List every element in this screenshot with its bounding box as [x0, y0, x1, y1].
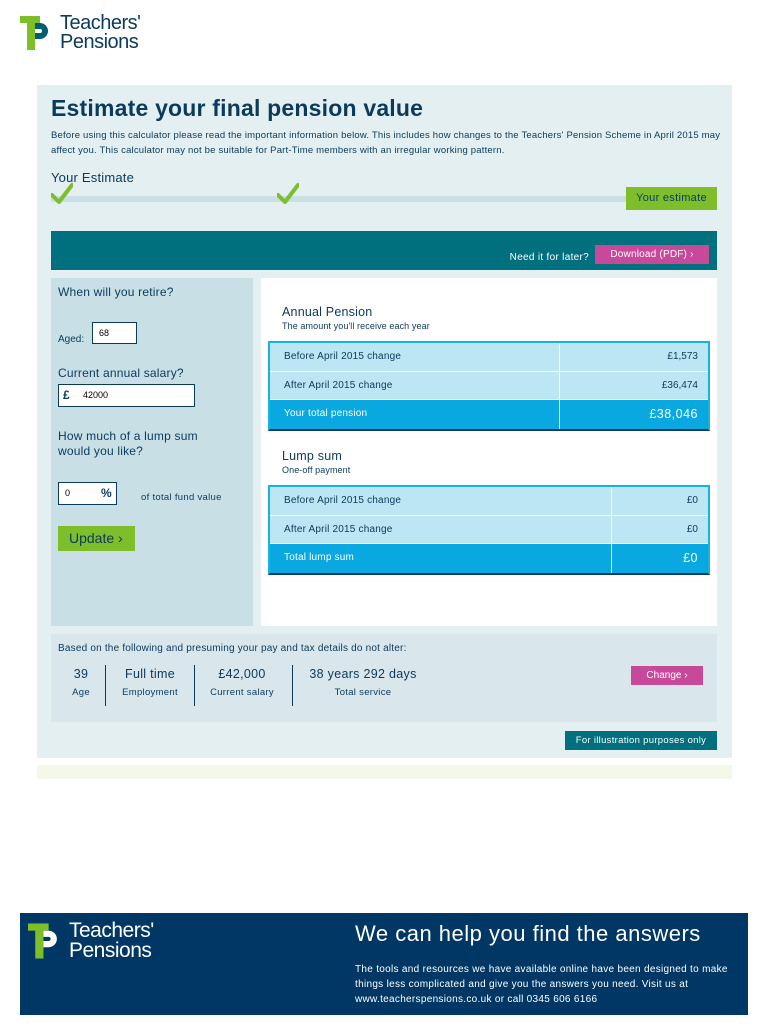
table-row: [270, 372, 708, 401]
intro-text: Before using this calculator please read the important information below. This includes how changes to the Teachers' Pension Scheme in April 2015 may affect you. This calculator may not be suitable for Part-Time members with an irregular working pattern.: [51, 130, 721, 156]
retire-question: When will you retire?: [58, 285, 174, 299]
logo-wordmark: [60, 14, 140, 52]
table-row: [270, 343, 708, 372]
lump-sum-subheading: One-off payment: [282, 465, 351, 475]
row-label: After April 2015 change: [270, 372, 560, 400]
row-label: Before April 2015 change: [270, 487, 612, 515]
stat-value: 39: [73, 667, 89, 681]
footer-banner: [20, 913, 748, 1015]
logo-line1: Teachers': [60, 12, 141, 34]
row-value: £0: [686, 523, 698, 535]
results-column: [261, 278, 717, 626]
total-pension-value: £38,046: [649, 407, 698, 421]
input-column: [51, 278, 253, 626]
tp-logo-mark-icon: [28, 921, 61, 961]
page-title: Estimate your final pension value: [51, 95, 424, 121]
lump-sum-question-line2: would you like?: [58, 444, 144, 458]
table-row: [270, 516, 708, 545]
download-pdf-button[interactable]: Download (PDF) ›: [595, 245, 709, 264]
retirement-age-input[interactable]: 68: [92, 322, 137, 344]
total-lump-row: [270, 544, 708, 573]
row-value: £1,573: [667, 351, 698, 362]
logo-wordmark: [69, 921, 154, 961]
download-bar: [51, 231, 717, 270]
lump-sum-input[interactable]: 0: [58, 482, 117, 505]
row-label: After April 2015 change: [270, 516, 612, 544]
percent-sign: %: [101, 486, 112, 500]
logo-line2: Pensions: [69, 939, 152, 962]
logo-line1: Teachers': [69, 919, 154, 943]
divider: [194, 665, 195, 706]
stat-salary: [199, 667, 285, 698]
row-label: Before April 2015 change: [270, 343, 560, 371]
need-it-later-text: Need it for later?: [509, 252, 589, 263]
table-row: [270, 487, 708, 516]
stat-value: 38 years 292 days: [309, 667, 417, 681]
stat-label: Employment: [122, 687, 178, 698]
stat-employment: [110, 667, 190, 698]
decorative-strip: [37, 765, 732, 779]
annual-pension-table: [268, 341, 710, 431]
annual-pension-subheading: The amount you'll receive each year: [282, 321, 430, 331]
tp-logo-mark-icon: [20, 14, 52, 52]
pound-sign: £: [63, 388, 70, 402]
stat-value: Full time: [125, 667, 175, 681]
assumptions-text: Based on the following and presuming your pay and tax details do not alter:: [58, 643, 407, 654]
step-1-check-icon: [51, 182, 73, 206]
footer-headline: We can help you find the answers: [355, 921, 701, 946]
row-label: Total lump sum: [270, 544, 612, 573]
salary-question: Current annual salary?: [58, 366, 184, 380]
stat-service: [297, 667, 429, 698]
divider: [105, 665, 106, 706]
calculator-panel: [37, 85, 732, 758]
change-button[interactable]: Change ›: [631, 666, 703, 685]
total-lump-value: £0: [683, 551, 698, 565]
total-pension-row: [270, 400, 708, 429]
teachers-pensions-logo[interactable]: [20, 14, 140, 52]
step-current-badge[interactable]: Your estimate: [626, 187, 717, 210]
lump-sum-question-line1: How much of a lump sum: [58, 429, 198, 443]
illustration-badge: For illustration purposes only: [565, 731, 717, 750]
lump-sum-table: [268, 485, 710, 575]
annual-pension-heading: Annual Pension: [282, 305, 373, 319]
stat-label: Total service: [334, 687, 392, 698]
progress-label: Your Estimate: [51, 170, 135, 185]
assumptions-summary: [51, 634, 717, 722]
salary-input[interactable]: 42000: [58, 384, 195, 407]
aged-label: Aged:: [58, 334, 85, 345]
divider: [292, 665, 293, 706]
stat-value: £42,000: [218, 667, 266, 681]
footer-logo[interactable]: [28, 921, 154, 961]
progress-track: [51, 196, 711, 202]
update-button[interactable]: Update ›: [58, 526, 135, 551]
step-2-check-icon: [277, 182, 299, 206]
lump-sum-heading: Lump sum: [282, 449, 342, 463]
stat-label: Current salary: [210, 687, 274, 698]
stat-age: [61, 667, 101, 698]
row-value: £0: [686, 495, 698, 506]
row-value: £36,474: [661, 379, 698, 391]
fund-value-label: of total fund value: [141, 492, 222, 503]
stat-label: Age: [72, 687, 90, 698]
footer-body: The tools and resources we have available online have been designed to make things less complicated and give you the answers you need. Visit us at www.teacherspensions.co.uk or call 0345 606 6166: [355, 964, 728, 1005]
logo-line2: Pensions: [60, 31, 139, 53]
row-label: Your total pension: [270, 400, 560, 429]
